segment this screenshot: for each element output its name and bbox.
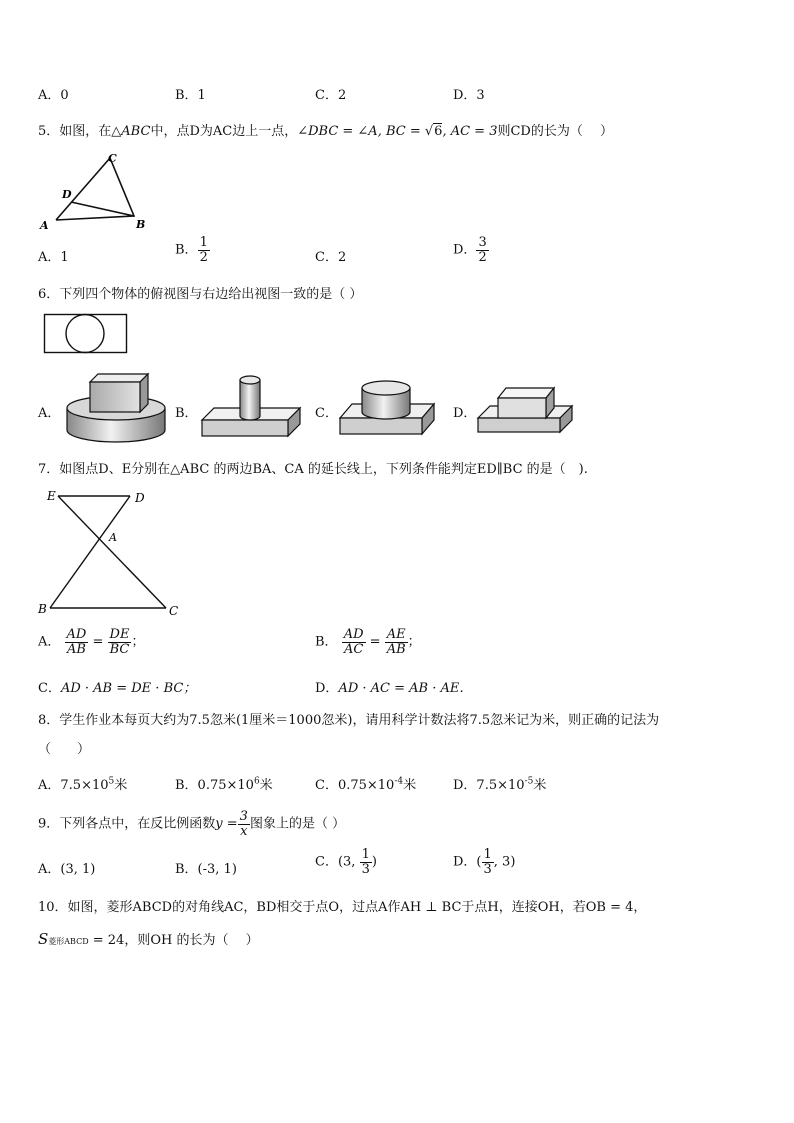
- q8-option-b: B．$0.75\times 10^6$米: [175, 776, 273, 793]
- q7-stem: 7．如图点D、E分别在△ABC 的两边BA、CA 的延长线上，下列条件能判定ED∥BC 的是（ ).: [38, 462, 588, 477]
- q8-answer-paren: （ ）: [38, 742, 91, 757]
- q6-option-c-figure: [338, 378, 438, 436]
- q6-option-a-figure: [64, 370, 168, 444]
- q5-option-c: C．2: [315, 250, 347, 265]
- q5-option-d: D． $\frac{3}{2}$: [453, 235, 487, 265]
- q7-label-a: A: [109, 531, 117, 544]
- q8-stem: 8．学生作业本每页大约为7.5忽米(1厘米＝1000忽米)，请用科学计数法将7.5忽米记为米，则正确的记法为: [38, 713, 660, 728]
- q8-option-c: C．$0.75\times 10^{-4}$米: [315, 776, 417, 793]
- q6-top-view-figure: [44, 314, 128, 354]
- q7-option-c: C．AD · AB = DE · BC；: [38, 681, 197, 696]
- q10-stem-line1: 10．如图，菱形ABCD的对角线AC，BD相交于点O，过点A作AH ⊥ BC于点H，连接OH，若OB = 4，: [38, 900, 647, 915]
- q9-option-c: C．(3, $\frac{1}{3}$ ): [315, 847, 377, 877]
- q4-option-c: C．2: [315, 88, 347, 103]
- q7-option-b: B． $\frac{AD}{AC}$ = $\frac{AE}{AB}$ ；: [315, 627, 421, 657]
- q7-option-d: D．AD · AC = AB · AE．: [315, 681, 473, 696]
- q9-option-d: D．( $\frac{1}{3}$ , 3): [453, 847, 516, 877]
- q7-label-b: B: [38, 602, 47, 616]
- q5-triangle-figure: [38, 150, 158, 235]
- q4-option-b: B．1: [175, 88, 206, 103]
- q9-stem: 9．下列各点中，在反比例函数y = $\frac{3}{x}$ 图象上的是（ ）: [38, 809, 346, 839]
- q4-option-a: A．0: [38, 88, 69, 103]
- q6-option-c: C．: [315, 406, 338, 421]
- q4-option-d: D．3: [453, 88, 485, 103]
- q8-option-d: D．$7.5\times 10^{-5}$米: [453, 776, 547, 793]
- q6-option-a: A．: [38, 406, 61, 421]
- q7-option-a: A． $\frac{AD}{AB}$ = $\frac{DE}{BC}$ ；: [38, 627, 145, 657]
- q9-option-b: B．(-3, 1): [175, 862, 237, 877]
- q9-option-a: A．(3, 1): [38, 862, 96, 877]
- q6-option-d: D．: [453, 406, 477, 421]
- q6-option-b: B．: [175, 406, 198, 421]
- q5-option-b: B． $\frac{1}{2}$: [175, 235, 208, 265]
- q7-label-d: D: [135, 491, 145, 505]
- q5-stem: 5．如图，在△ABC中，点D为AC边上一点，∠DBC = ∠A, BC = √6, AC = 3则CD的长为（ ）: [38, 124, 613, 139]
- q6-option-d-figure: [476, 384, 576, 436]
- q7-figure: [38, 486, 188, 620]
- q7-label-e: E: [47, 489, 56, 503]
- q5-label-d: D: [62, 188, 72, 201]
- q10-stem-line2: S菱形ABCD = 24，则OH 的长为（ ）: [38, 930, 259, 948]
- q6-option-b-figure: [200, 372, 304, 438]
- q7-label-c: C: [169, 604, 179, 618]
- q5-label-b: B: [136, 218, 146, 231]
- q5-label-c: C: [108, 152, 117, 165]
- q8-option-a: A．$7.5\times 10^5$米: [38, 776, 128, 793]
- q6-stem: 6．下列四个物体的俯视图与右边给出视图一致的是（ ）: [38, 287, 363, 302]
- q5-label-a: A: [40, 219, 49, 232]
- q5-option-a: A．1: [38, 250, 69, 265]
